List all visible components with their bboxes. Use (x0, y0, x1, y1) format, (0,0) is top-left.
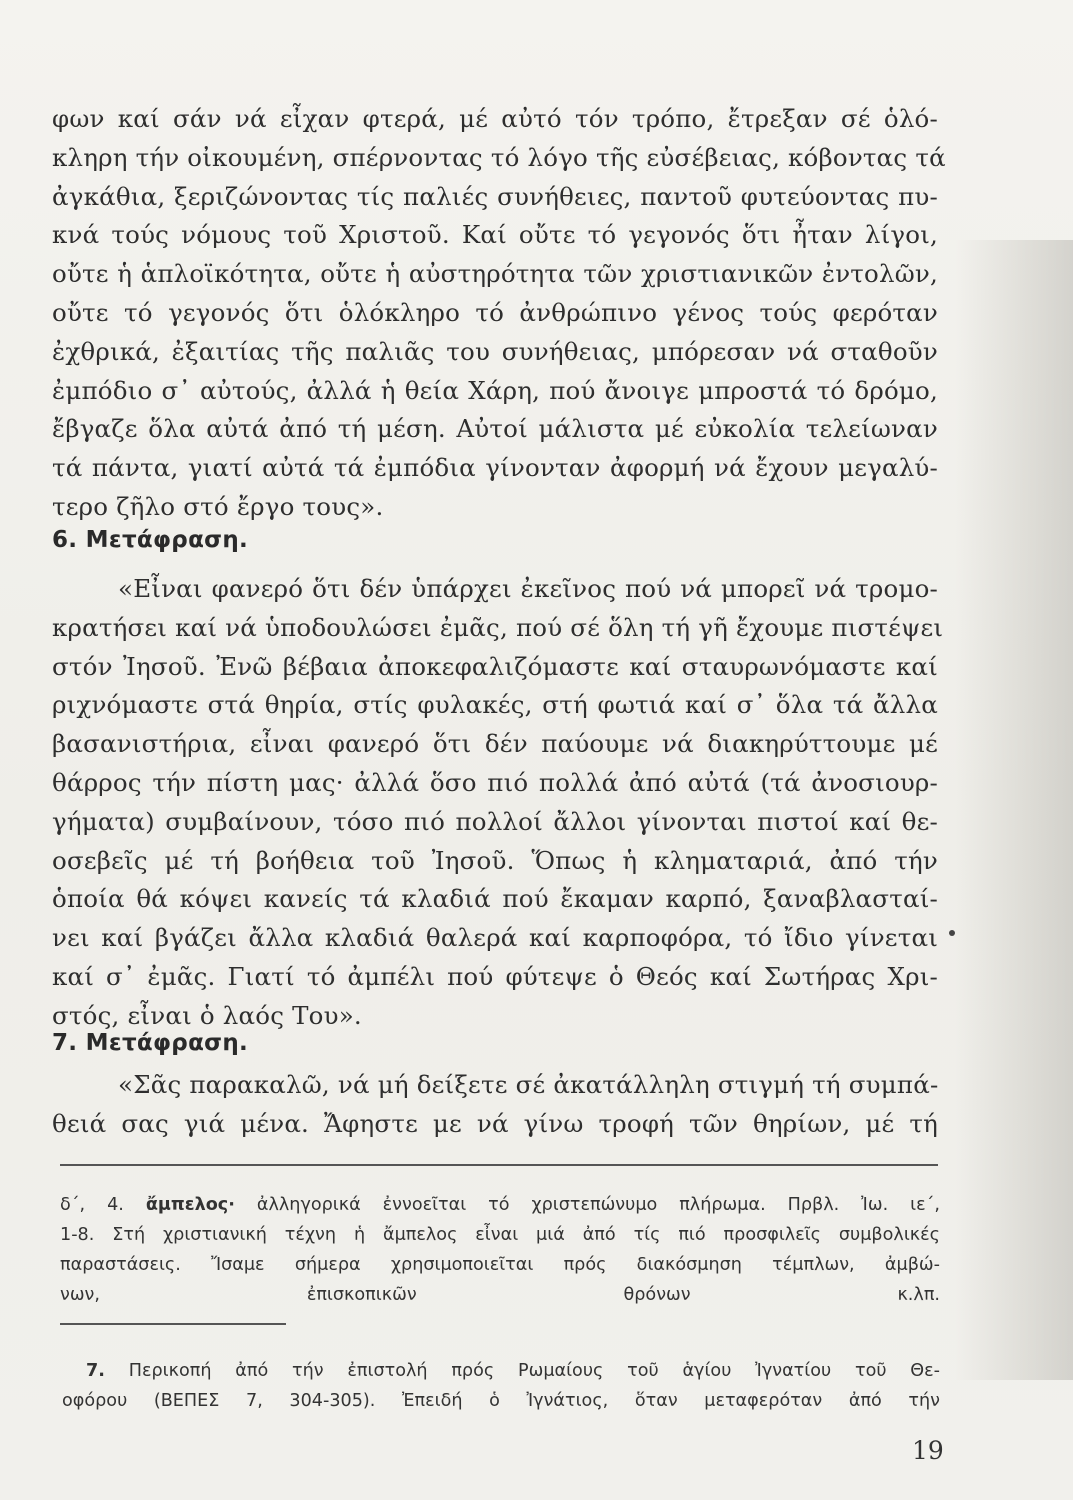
text-line: θάρρος τήν πίστη μας· ἀλλά ὅσο πιό πολλά ἀπό αὐτά (τά ἀνοσιουρ- (52, 767, 938, 797)
text-line: καί σ᾽ ἐμᾶς. Γιατί τό ἀμπέλι πού φύτεψε ὁ Θεός καί Σωτήρας Χρι- (52, 961, 938, 991)
footnote-line: παραστάσεις. Ἴσαμε σήμερα χρησιμοποιεῖται πρός διακόσμηση τέμπλων, ἀμβώ- (60, 1255, 940, 1275)
text-line: κληρη τήν οἰκουμένη, σπέρνοντας τό λόγο τῆς εὐσέβειας, κόβοντας τά (52, 142, 946, 172)
text-line: οὔτε ἡ ἁπλοϊκότητα, οὔτε ἡ αὐστηρότητα τῶν χριστιανικῶν ἐντολῶν, (52, 259, 938, 289)
text-line: κνά τούς νόμους τοῦ Χριστοῦ. Καί οὔτε τό γεγονός ὅτι ἦταν λίγοι, (52, 220, 938, 250)
text-line: ἔβγαζε ὅλα αὐτά ἀπό τή μέση. Αὐτοί μάλιστα μέ εὐκολία τελείωναν (52, 414, 938, 444)
section-heading-7: 7. Μετάφραση. (52, 1030, 249, 1056)
footnote-divider (60, 1164, 938, 1166)
page-number: 19 (912, 1436, 944, 1465)
text-line: φων καί σάν νά εἶχαν φτερά, μέ αὐτό τόν τρόπο, ἔτρεξαν σέ ὁλό- (52, 104, 938, 133)
text-line: κρατήσει καί νά ὑποδουλώσει ἐμᾶς, πού σέ ὅλη τή γῆ ἔχουμε πιστέψει (52, 612, 944, 642)
footnote-text: ἀλληγορικά ἐννοεῖται τό χριστεπώνυμο πλήρωμα. Πρβλ. Ἰω. ιε΄, (256, 1195, 940, 1215)
footnote-ref: 7. (86, 1361, 105, 1381)
footnote-line (60, 1190, 940, 1220)
text-line: γήματα) συμβαίνουν, τόσο πιό πολλοί ἄλλοι γίνονται πιστοί καί θε- (52, 806, 938, 836)
paragraph-continuation (52, 100, 946, 527)
text-line: ἐμπόδιο σ᾽ αὐτούς, ἀλλά ἡ θεία Χάρη, πού ἄνοιγε μπροστά τό δρόμο, (52, 375, 938, 405)
text-line: θειά σας γιά μένα. Ἄφηστε με νά γίνω τροφή τῶν θηρίων, μέ τή (52, 1108, 938, 1138)
text-line: οσεβεῖς μέ τή βοήθεια τοῦ Ἰησοῦ. Ὅπως ἡ κληματαριά, ἀπό τήν (52, 845, 938, 875)
text-line: «Εἶναι φανερό ὅτι δέν ὑπάρχει ἐκεῖνος πού νά μπορεῖ νά τρομο- (118, 574, 938, 603)
footnote-line: νων, ἐπισκοπικῶν θρόνων κ.λπ. (60, 1285, 940, 1305)
footnote-ignatius (62, 1356, 941, 1416)
text-line: βασανιστήρια, εἶναι φανερό ὅτι δέν παύουμε νά διακηρύττουμε μέ (52, 729, 938, 759)
text-line: οὔτε τό γεγονός ὅτι ὁλόκληρο τό ἀνθρώπινο γένος τούς φερόταν (52, 297, 938, 327)
footnote-line (86, 1356, 940, 1386)
footnote-line: οφόρου (ΒΕΠΕΣ 7, 304-305). Ἐπειδή ὁ Ἰγνάτιος, ὅταν μεταφερόταν ἀπό τήν (62, 1391, 940, 1411)
text-line: ὁποία θά κόψει κανείς τά κλαδιά πού ἔκαμαν καρπό, ξαναβλασταί- (52, 884, 938, 914)
text-line: τερο ζῆλο στό ἔργο τους». (52, 491, 384, 521)
text-line: στός, εἶναι ὁ λαός Του». (52, 1000, 362, 1030)
text-line: νει καί βγάζει ἄλλα κλαδιά θαλερά καί καρποφόρα, τό ἴδιο γίνεται (52, 923, 938, 953)
text-line: ἐχθρικά, ἐξαιτίας τῆς παλιᾶς του συνήθειας, μπόρεσαν νά σταθοῦν (52, 336, 938, 366)
footnote-short-divider (60, 1323, 286, 1325)
text-line: τά πάντα, γιατί αὐτά τά ἐμπόδια γίνονταν ἀφορμή νά ἔχουν μεγαλύ- (52, 453, 938, 483)
paragraph-translation-6 (52, 570, 944, 1036)
footnote-ref: δ΄, 4. (60, 1195, 124, 1215)
text-line: ἀγκάθια, ξεριζώνοντας τίς παλιές συνήθειες, παντοῦ φυτεύοντας πυ- (52, 181, 938, 211)
text-line: «Σᾶς παρακαλῶ, νά μή δείξετε σέ ἀκατάλληλη στιγμή τή συμπά- (118, 1070, 939, 1099)
ink-smudge (949, 930, 955, 936)
footnote-text: Περικοπή ἀπό τήν ἐπιστολή πρός Ρωμαίους τοῦ ἁγίου Ἰγνατίου τοῦ Θε- (128, 1361, 941, 1381)
paragraph-translation-7 (52, 1066, 938, 1144)
footnote-ampelos (60, 1190, 940, 1310)
scan-shadow (955, 240, 1073, 1380)
section-heading-6: 6. Μετάφραση. (52, 527, 249, 553)
footnote-line: 1-8. Στή χριστιανική τέχνη ἡ ἄμπελος εἶναι μιά ἀπό τίς πιό προσφιλεῖς συμβολικές (60, 1225, 940, 1245)
text-line: ριχνόμαστε στά θηρία, στίς φυλακές, στή φωτιά καί σ᾽ ὅλα τά ἄλλα (52, 690, 938, 720)
footnote-term: ἄμπελος· (145, 1195, 235, 1215)
text-line: στόν Ἰησοῦ. Ἐνῶ βέβαια ἀποκεφαλιζόμαστε καί σταυρωνόμαστε καί (52, 651, 938, 681)
